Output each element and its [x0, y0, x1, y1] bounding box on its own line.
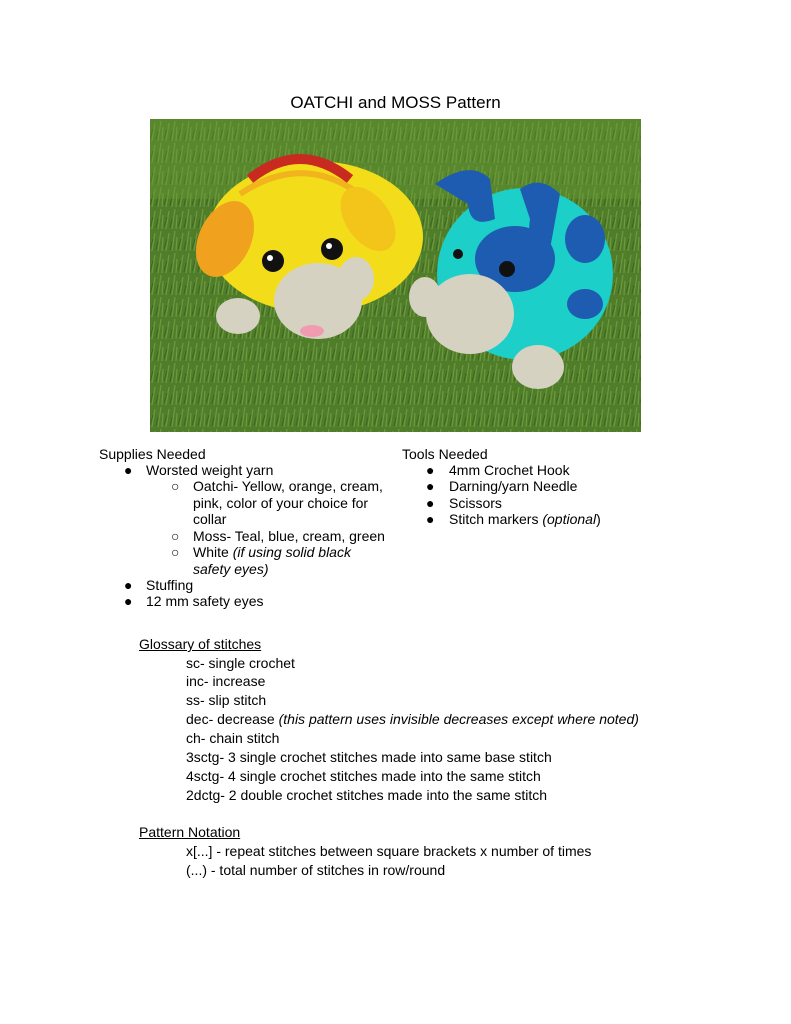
supply-white-label: White: [193, 544, 229, 560]
bullet-dot: ●: [124, 577, 133, 593]
glossary-4sctg: 4sctg- 4 single crochet stitches made into the same stitch: [186, 768, 541, 784]
glossary-dec: [186, 711, 639, 728]
glossary-3sctg: 3sctg- 3 single crochet stitches made into same base stitch: [186, 749, 552, 765]
glossary-ch: ch- chain stitch: [186, 730, 280, 746]
bullet-circle: ○: [171, 478, 180, 494]
bullet-circle: ○: [171, 528, 180, 544]
bullet-dot: ●: [124, 593, 133, 609]
tools-heading: Tools Needed: [402, 446, 488, 462]
bullet-dot: ●: [124, 462, 133, 478]
supply-moss-colors: Moss- Teal, blue, cream, green: [193, 528, 385, 544]
supply-oatchi-colors: Oatchi- Yellow, orange, cream, pink, color of your choice for collar: [193, 478, 383, 527]
amigurumi-photo: [150, 119, 641, 432]
page-title: OATCHI and MOSS Pattern: [290, 93, 501, 112]
photo-illustration: [150, 119, 641, 432]
tool-hook: 4mm Crochet Hook: [449, 462, 570, 478]
bullet-dot: ●: [426, 478, 435, 494]
glossary-inc: inc- increase: [186, 673, 266, 689]
bullet-dot: ●: [426, 495, 435, 511]
glossary-2dctg: 2dctg- 2 double crochet stitches made into the same stitch: [186, 787, 548, 803]
supply-safety-eyes: 12 mm safety eyes: [146, 593, 264, 609]
bullet-circle: ○: [171, 544, 180, 560]
notation-repeat: x[...] - repeat stitches between square brackets x number of times: [186, 843, 592, 859]
tool-scissors: Scissors: [449, 495, 502, 511]
tool-markers-close: ): [596, 511, 601, 527]
notation-heading: Pattern Notation: [139, 824, 241, 840]
supply-white: [193, 544, 373, 577]
supplies-heading: Supplies Needed: [99, 446, 206, 462]
tool-markers-note: (optional: [542, 511, 597, 527]
bullet-dot: ●: [426, 462, 435, 478]
tool-markers-label: Stitch markers: [449, 511, 539, 527]
glossary-dec-label: dec- decrease: [186, 711, 275, 727]
supply-white-note: (if using solid black safety eyes): [193, 544, 351, 577]
glossary-ss: ss- slip stitch: [186, 692, 267, 708]
supply-stuffing: Stuffing: [146, 577, 194, 593]
tool-stitch-markers: [449, 511, 601, 528]
bullet-dot: ●: [426, 511, 435, 527]
glossary-dec-note: (this pattern uses invisible decreases except where noted): [278, 711, 639, 727]
notation-total: (...) - total number of stitches in row/round: [186, 862, 446, 878]
glossary-heading: Glossary of stitches: [139, 636, 262, 652]
tool-needle: Darning/yarn Needle: [449, 478, 578, 494]
supply-yarn: Worsted weight yarn: [146, 462, 274, 478]
glossary-sc: sc- single crochet: [186, 655, 295, 671]
